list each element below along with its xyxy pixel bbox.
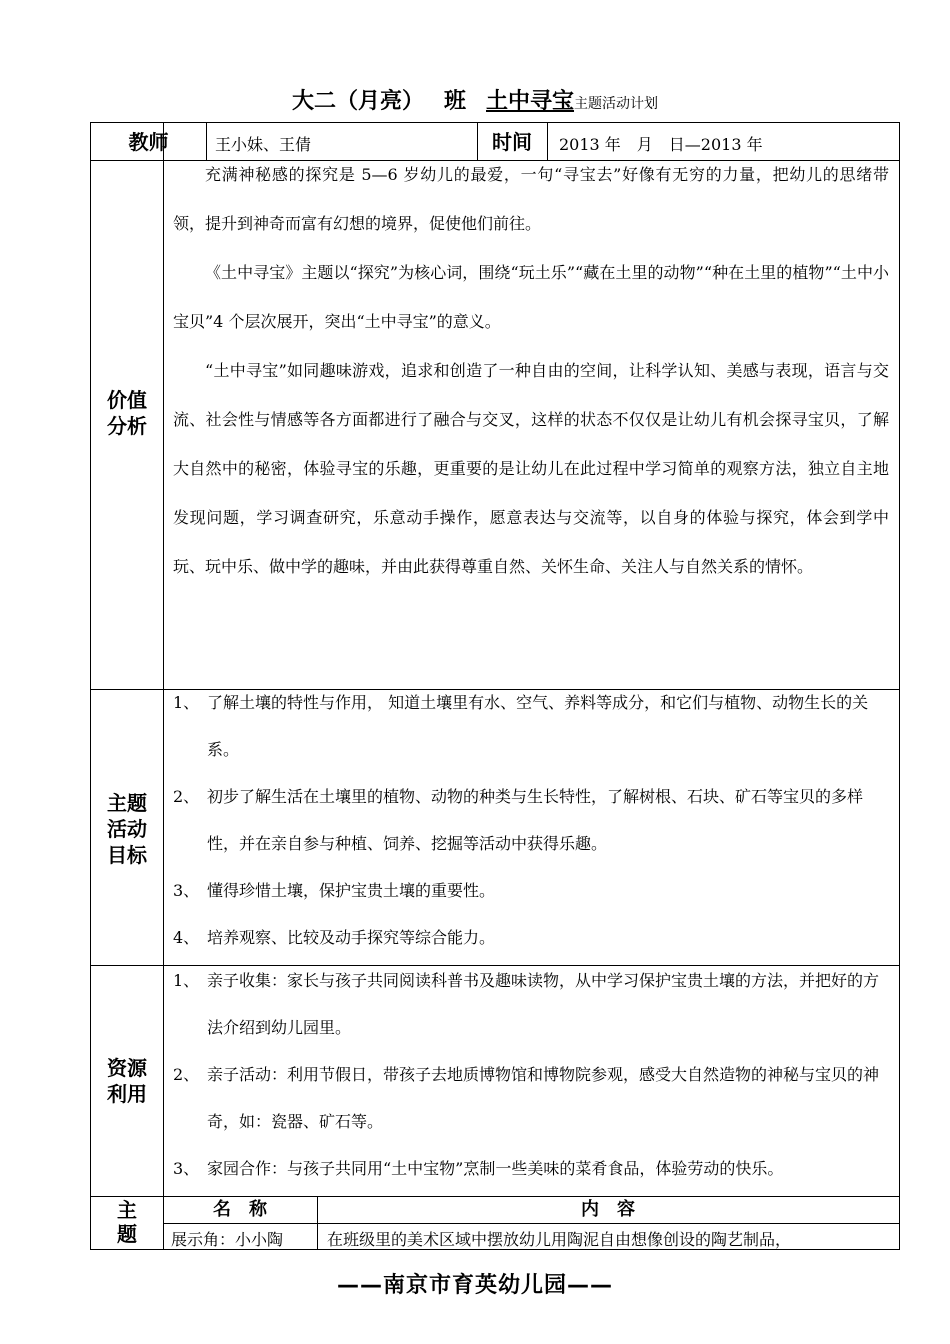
goal-text: 培养观察、比较及动手探究等综合能力。 [207,928,496,947]
goal-item [173,914,893,961]
resource-item [173,1051,893,1145]
plan-table [90,122,900,1250]
goal-text: 初步了解生活在土壤里的植物、动物的种类与生长特性，了解树根、石块、矿石等宝贝的多样性，并在亲自参与种植、饲养、挖掘等活动中获得乐趣。 [207,787,864,853]
value-paragraph: 《土中寻宝》主题以“探究”为核心词，围绕“玩土乐”“藏在土里的动物”“种在土里的植物”“土中小宝贝”4 个层次展开，突出“土中寻宝”的意义。 [173,263,889,331]
resources-label [91,1055,163,1107]
value-analysis-label-line2: 分析 [107,414,147,438]
resource-item [173,1145,893,1192]
resource-text: 家园合作：与孩子共同用“土中宝物”烹制一些美味的菜肴食品，体验劳动的快乐。 [207,1159,784,1178]
column-divider [163,123,164,1249]
title-class-word: 班 [443,89,466,114]
footer-school-name: ——南京市育英幼儿园—— [336,1273,613,1298]
title-theme: 土中寻宝 [486,89,575,114]
theme-row-content: 在班级里的美术区域中摆放幼儿用陶泥自由想像创设的陶艺制品， [327,1230,792,1249]
time-value: 2013 年 月 日—2013 年 [559,135,763,154]
value-paragraph: “土中寻宝”如同趣味游戏，追求和创造了一种自由的空间，让科学认知、美感与表现，语言与交流、社会性与情感等各方面都进行了融合与交叉，这样的状态不仅仅是让幼儿有机会探寻宝贝，了解大自然中的秘密，体验寻宝的乐趣，更重要的是让幼儿在此过程中学习简单的观察方法，独立自主地发现问题，学习调查研究，乐意动手操作，愿意表达与交流等，以自身的体验与探究，体会到学中玩、玩中乐、做中学的趣味，并由此获得尊重自然、关怀生命、关注人与自然关系的情怀。 [173,361,889,576]
resource-number: 2、 [173,1065,200,1084]
resource-text: 亲子收集：家长与孩子共同阅读科普书及趣味读物，从中学习保护宝贵土壤的方法，并把好的方法介绍到幼儿园里。 [207,971,880,1037]
value-analysis-label [91,387,163,439]
goals-label-line2: 活动 [107,817,147,841]
theme-label-line2: 题 [117,1222,137,1246]
value-analysis-label-line1: 价值 [107,388,147,412]
teacher-label: 教师 [128,130,169,154]
value-analysis-text [173,150,889,591]
resources-list [173,957,893,1192]
resource-item [173,957,893,1051]
theme-label-line1: 主 [117,1198,137,1222]
title-suffix: 主题活动计划 [574,96,659,112]
theme-col-content-header: 内 容 [581,1199,635,1220]
goals-label-line1: 主题 [107,791,147,815]
resource-number: 3、 [173,1159,200,1178]
goal-item [173,679,893,773]
goal-item [173,867,893,914]
theme-col-name-header: 名 称 [213,1199,267,1220]
goal-number: 2、 [173,787,200,806]
row-divider [163,1223,899,1224]
theme-row-name: 展示角：小小陶 [171,1230,284,1249]
resource-number: 1、 [173,971,200,990]
goals-list [173,679,893,961]
goal-number: 3、 [173,881,200,900]
theme-label [91,1198,163,1246]
goal-text: 懂得珍惜土壤，保护宝贵土壤的重要性。 [207,881,496,900]
resources-label-line2: 利用 [107,1082,147,1106]
resource-text: 亲子活动：利用节假日，带孩子去地质博物馆和博物院参观，感受大自然造物的神秘与宝贝的神奇，如：瓷器、矿石等。 [207,1065,880,1131]
resources-label-line1: 资源 [107,1056,147,1080]
title-class-name: 大二（月亮） [291,89,424,114]
goals-label [91,790,163,868]
value-paragraph: 充满神秘感的探究是 5—6 岁幼儿的最爱，一句“寻宝去”好像有无穷的力量，把幼儿的思绪带领，提升到神奇而富有幻想的境界，促使他们前往。 [173,165,889,233]
goals-label-line3: 目标 [107,843,147,867]
teacher-value: 王小妹、王倩 [215,135,312,154]
goal-item [173,773,893,867]
goal-number: 1、 [173,693,200,712]
goal-number: 4、 [173,928,200,947]
goal-text: 了解土壤的特性与作用， 知道土壤里有水、空气、养料等成分，和它们与植物、动物生长的关系。 [207,693,869,759]
document-title [0,84,950,115]
time-label: 时间 [492,130,532,154]
